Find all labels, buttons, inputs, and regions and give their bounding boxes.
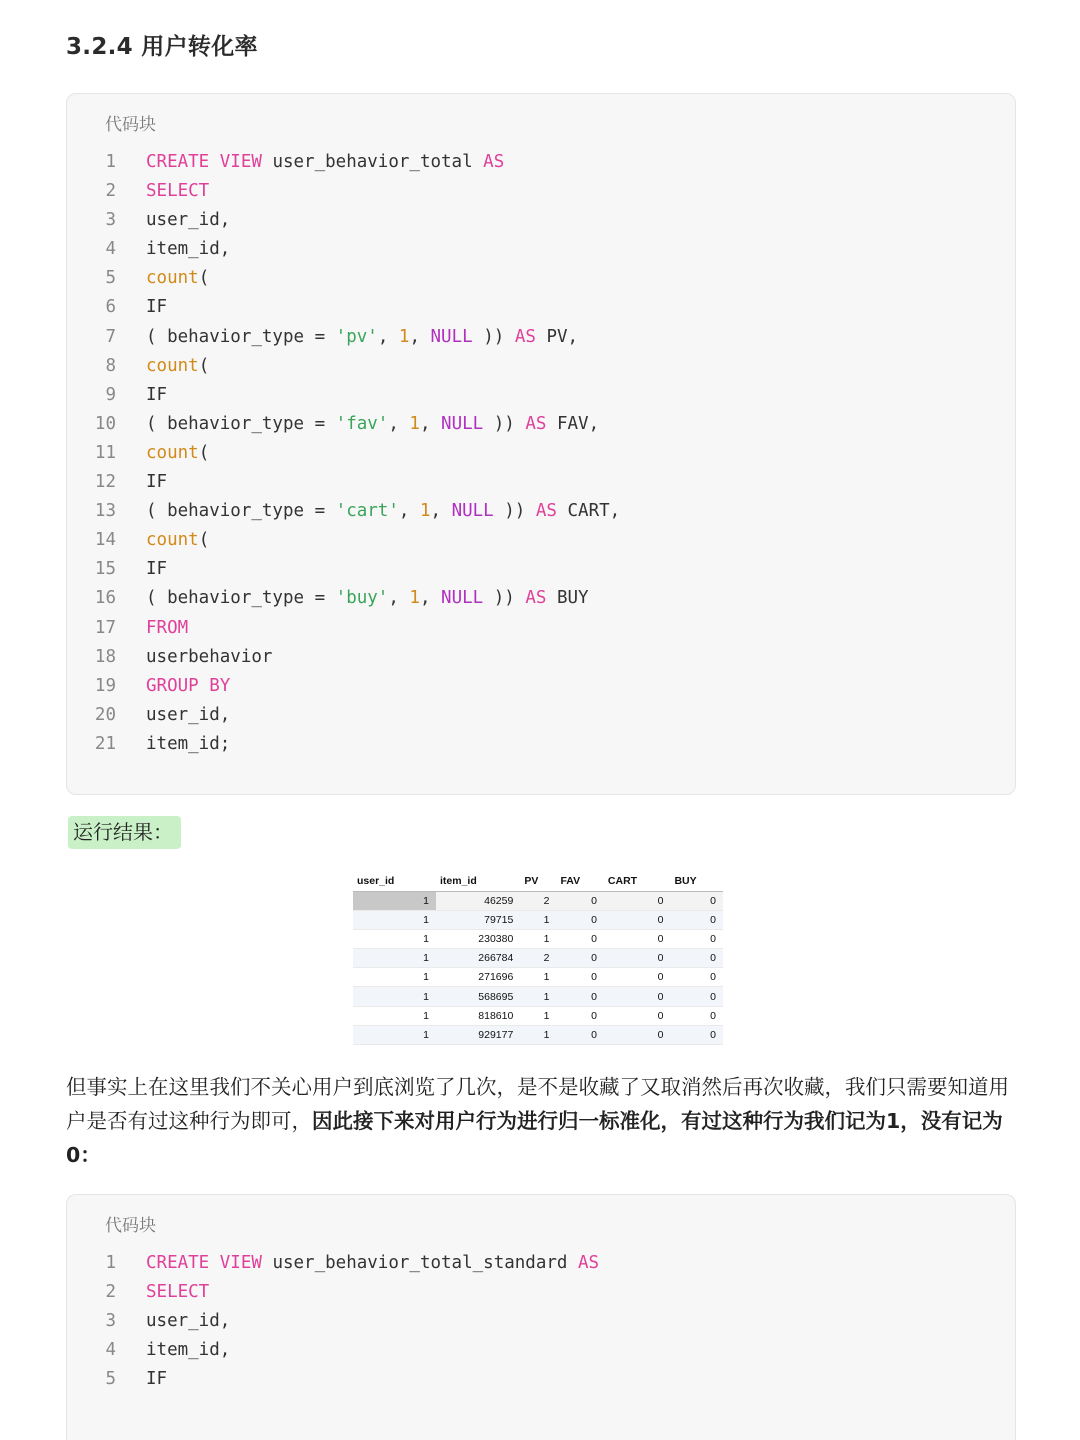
code-line bbox=[67, 643, 1015, 672]
code-token: user_behavior_total bbox=[261, 152, 484, 172]
code-text bbox=[146, 643, 272, 672]
table-cell: 0 bbox=[670, 987, 723, 1006]
line-number: 21 bbox=[94, 733, 116, 754]
column-header: user_id bbox=[353, 871, 436, 891]
line-number: 2 bbox=[105, 181, 116, 202]
code-line bbox=[67, 177, 1015, 206]
line-number: 6 bbox=[105, 297, 116, 318]
code-line bbox=[67, 701, 1015, 730]
code-line bbox=[67, 235, 1015, 264]
code-text bbox=[146, 526, 209, 555]
code-text bbox=[146, 701, 230, 730]
line-number: 18 bbox=[94, 646, 116, 667]
code-token: 'cart' bbox=[335, 501, 399, 522]
code-line bbox=[67, 206, 1015, 235]
code-token: 'fav' bbox=[335, 413, 389, 434]
code-block bbox=[66, 93, 1016, 795]
line-number: 7 bbox=[105, 326, 116, 347]
code-token: , bbox=[388, 413, 410, 434]
code-token: ( behavior_type = bbox=[146, 588, 336, 609]
table-row bbox=[353, 929, 723, 948]
code-line bbox=[67, 264, 1015, 293]
code-line bbox=[67, 497, 1015, 526]
code-line bbox=[67, 148, 1015, 177]
line-number: 1 bbox=[105, 1253, 116, 1273]
code-line bbox=[67, 1336, 1015, 1365]
code-line bbox=[67, 381, 1015, 410]
code-text bbox=[146, 206, 230, 235]
code-token: ( bbox=[198, 530, 210, 551]
code-line bbox=[67, 468, 1015, 497]
code-line bbox=[67, 1365, 1015, 1394]
code-line bbox=[67, 439, 1015, 468]
code-token: 'pv' bbox=[335, 326, 378, 347]
table-row bbox=[353, 968, 723, 987]
line-number: 3 bbox=[105, 210, 116, 231]
line-number: 4 bbox=[105, 1340, 116, 1361]
table-cell: 0 bbox=[556, 929, 603, 948]
code-token: , bbox=[419, 588, 442, 609]
table-row bbox=[353, 987, 723, 1006]
code-token: GROUP BY bbox=[146, 675, 231, 696]
code-token: PV, bbox=[535, 326, 579, 347]
code-text bbox=[146, 1365, 167, 1394]
table-cell: 0 bbox=[670, 968, 723, 987]
code-token: user_id, bbox=[146, 210, 231, 231]
table-cell: 0 bbox=[604, 987, 671, 1006]
code-token: IF bbox=[146, 1369, 168, 1390]
code-block-label: 代码块 bbox=[105, 1216, 156, 1236]
code-text bbox=[146, 381, 167, 410]
line-number: 9 bbox=[105, 384, 116, 405]
code-token: ( behavior_type = bbox=[146, 326, 336, 347]
code-token: SELECT bbox=[146, 181, 210, 202]
line-number: 12 bbox=[94, 472, 116, 493]
column-header: PV bbox=[520, 871, 556, 891]
code-token: IF bbox=[146, 384, 168, 405]
result-label: 运行结果： bbox=[68, 816, 181, 849]
code-block bbox=[66, 1194, 1016, 1440]
line-number: 1 bbox=[105, 152, 116, 172]
code-token: 1 bbox=[398, 326, 410, 347]
code-token: count bbox=[146, 530, 199, 551]
table-cell: 0 bbox=[670, 1025, 723, 1044]
table-cell: 1 bbox=[520, 1006, 556, 1025]
line-number: 15 bbox=[94, 559, 116, 580]
table-cell: 0 bbox=[604, 891, 671, 910]
code-text bbox=[146, 293, 167, 322]
table-cell: 0 bbox=[556, 891, 603, 910]
table-cell: 1 bbox=[353, 929, 436, 948]
table-header-row bbox=[353, 871, 723, 891]
code-text bbox=[146, 410, 599, 439]
code-line bbox=[67, 293, 1015, 322]
code-lines bbox=[67, 1249, 1015, 1394]
table-cell: 1 bbox=[353, 910, 436, 929]
code-token: , bbox=[398, 501, 420, 522]
table-cell: 818610 bbox=[436, 1006, 520, 1025]
table-cell: 1 bbox=[353, 1006, 436, 1025]
column-header: FAV bbox=[556, 871, 603, 891]
code-token: BUY bbox=[546, 588, 589, 609]
code-token: ( bbox=[198, 268, 210, 289]
code-token: item_id, bbox=[146, 239, 231, 260]
line-number: 5 bbox=[105, 1369, 116, 1390]
table-cell: 0 bbox=[604, 968, 671, 987]
code-token: , bbox=[419, 413, 442, 434]
table-cell: 2 bbox=[520, 949, 556, 968]
explanation-paragraph bbox=[66, 1070, 1026, 1172]
table-cell: 0 bbox=[604, 1006, 671, 1025]
code-token: count bbox=[146, 268, 199, 289]
code-token: 1 bbox=[409, 413, 420, 434]
table-cell: 79715 bbox=[436, 910, 520, 929]
table-cell: 0 bbox=[670, 949, 723, 968]
line-number: 8 bbox=[105, 355, 116, 376]
table-cell: 46259 bbox=[436, 891, 520, 910]
code-text bbox=[146, 584, 589, 613]
code-token: 1 bbox=[419, 501, 431, 522]
code-lines bbox=[67, 148, 1015, 759]
code-text bbox=[146, 672, 230, 701]
code-text bbox=[146, 555, 167, 584]
table-row bbox=[353, 1006, 723, 1025]
code-token: user_id, bbox=[146, 704, 231, 725]
code-token: user_behavior_total_standard bbox=[261, 1253, 578, 1273]
table-cell: 0 bbox=[670, 929, 723, 948]
code-token: AS bbox=[525, 588, 547, 609]
line-number: 20 bbox=[94, 704, 116, 725]
column-header: item_id bbox=[436, 871, 520, 891]
code-text bbox=[146, 264, 209, 293]
table-cell: 568695 bbox=[436, 987, 520, 1006]
table-cell: 0 bbox=[556, 1025, 603, 1044]
table-cell: 0 bbox=[556, 968, 603, 987]
code-token: CART, bbox=[556, 501, 621, 522]
paragraph-normal-text: 但事实上在这里我们不关心用户到底浏览了几次，是不是收藏了又取消然后再次收藏，我们只需要知道用户是否有过这种行为即可， bbox=[66, 1075, 1009, 1133]
table-cell: 0 bbox=[670, 910, 723, 929]
table-cell: 0 bbox=[556, 910, 603, 929]
code-token: AS bbox=[577, 1253, 600, 1273]
table-cell: 0 bbox=[604, 910, 671, 929]
code-token: )) bbox=[472, 326, 515, 347]
code-line bbox=[67, 1307, 1015, 1336]
code-token: )) bbox=[493, 501, 536, 522]
code-token: NULL bbox=[430, 326, 473, 347]
code-token: )) bbox=[483, 588, 526, 609]
line-number: 14 bbox=[94, 530, 116, 551]
code-text bbox=[146, 1278, 209, 1307]
code-line bbox=[67, 672, 1015, 701]
code-text bbox=[146, 235, 230, 264]
table-row bbox=[353, 1025, 723, 1044]
code-text bbox=[146, 439, 209, 468]
code-token: 'buy' bbox=[335, 588, 389, 609]
code-token: FAV, bbox=[546, 413, 600, 434]
code-text bbox=[146, 177, 209, 206]
table-row bbox=[353, 891, 723, 910]
section-heading: 3.2.4 用户转化率 bbox=[66, 34, 258, 60]
code-token: , bbox=[377, 326, 399, 347]
line-number: 4 bbox=[105, 239, 116, 260]
code-line bbox=[67, 410, 1015, 439]
code-token: 1 bbox=[409, 588, 420, 609]
code-token: CREATE VIEW bbox=[146, 1253, 262, 1273]
code-token: user_id, bbox=[146, 1311, 231, 1332]
table-cell: 1 bbox=[353, 949, 436, 968]
code-line bbox=[67, 1278, 1015, 1307]
line-number: 2 bbox=[105, 1282, 116, 1303]
code-token: AS bbox=[525, 413, 547, 434]
code-block-label: 代码块 bbox=[105, 115, 156, 135]
line-number: 13 bbox=[94, 501, 116, 522]
code-text bbox=[146, 1249, 599, 1278]
code-token: NULL bbox=[441, 413, 484, 434]
code-token: IF bbox=[146, 297, 168, 318]
line-number: 3 bbox=[105, 1311, 116, 1332]
table-cell: 1 bbox=[520, 968, 556, 987]
table-cell: 2 bbox=[520, 891, 556, 910]
table-cell: 1 bbox=[520, 987, 556, 1006]
table-cell: 1 bbox=[520, 910, 556, 929]
code-text bbox=[146, 323, 578, 352]
code-token: item_id; bbox=[146, 733, 231, 754]
code-line bbox=[67, 730, 1015, 759]
code-token: IF bbox=[146, 559, 168, 580]
table-cell: 230380 bbox=[436, 929, 520, 948]
code-token: item_id, bbox=[146, 1340, 231, 1361]
code-text bbox=[146, 1307, 230, 1336]
code-line bbox=[67, 526, 1015, 555]
code-line bbox=[67, 555, 1015, 584]
table-row bbox=[353, 910, 723, 929]
code-token: , bbox=[409, 326, 431, 347]
table-cell: 0 bbox=[670, 891, 723, 910]
table-cell: 1 bbox=[353, 1025, 436, 1044]
line-number: 11 bbox=[94, 442, 116, 463]
paragraph-bold-text: 因此接下来对用户行为进行归一标准化，有过这种行为我们记为1，没有记为0： bbox=[66, 1109, 1003, 1167]
code-token: )) bbox=[483, 413, 526, 434]
code-token: AS bbox=[483, 152, 505, 172]
code-text bbox=[146, 468, 167, 497]
code-token: , bbox=[430, 501, 452, 522]
code-text bbox=[146, 148, 504, 177]
line-number: 17 bbox=[94, 617, 116, 638]
code-line bbox=[67, 1249, 1015, 1278]
line-number: 10 bbox=[94, 413, 116, 434]
code-token: , bbox=[388, 588, 410, 609]
table-cell: 271696 bbox=[436, 968, 520, 987]
table-cell: 1 bbox=[353, 891, 436, 910]
code-line bbox=[67, 323, 1015, 352]
code-token: ( behavior_type = bbox=[146, 501, 336, 522]
line-number: 19 bbox=[94, 675, 116, 696]
table-cell: 0 bbox=[670, 1006, 723, 1025]
code-token: ( behavior_type = bbox=[146, 413, 336, 434]
code-token: ( bbox=[198, 355, 210, 376]
code-token: FROM bbox=[146, 617, 189, 638]
code-text bbox=[146, 730, 230, 759]
table-cell: 0 bbox=[604, 949, 671, 968]
table-cell: 266784 bbox=[436, 949, 520, 968]
code-line bbox=[67, 614, 1015, 643]
column-header: CART bbox=[604, 871, 671, 891]
result-table bbox=[353, 871, 723, 1045]
code-token: SELECT bbox=[146, 1282, 210, 1303]
code-text bbox=[146, 1336, 230, 1365]
table-cell: 0 bbox=[604, 1025, 671, 1044]
column-header: BUY bbox=[670, 871, 723, 891]
code-text bbox=[146, 614, 188, 643]
table-cell: 0 bbox=[604, 929, 671, 948]
table-cell: 1 bbox=[353, 987, 436, 1006]
table-cell: 929177 bbox=[436, 1025, 520, 1044]
code-token: CREATE VIEW bbox=[146, 152, 262, 172]
code-token: NULL bbox=[451, 501, 494, 522]
table-cell: 0 bbox=[556, 949, 603, 968]
code-token: AS bbox=[535, 501, 557, 522]
table-cell: 0 bbox=[556, 1006, 603, 1025]
code-token: IF bbox=[146, 472, 168, 493]
code-line bbox=[67, 352, 1015, 381]
table-row bbox=[353, 949, 723, 968]
code-text bbox=[146, 352, 209, 381]
code-token: AS bbox=[514, 326, 536, 347]
code-token: count bbox=[146, 355, 199, 376]
table-cell: 1 bbox=[353, 968, 436, 987]
line-number: 5 bbox=[105, 268, 116, 289]
table-cell: 1 bbox=[520, 929, 556, 948]
code-text bbox=[146, 497, 620, 526]
code-token: NULL bbox=[441, 588, 484, 609]
table-cell: 1 bbox=[520, 1025, 556, 1044]
code-token: userbehavior bbox=[146, 646, 273, 667]
table-cell: 0 bbox=[556, 987, 603, 1006]
code-token: count bbox=[146, 442, 199, 463]
code-token: ( bbox=[198, 442, 210, 463]
line-number: 16 bbox=[94, 588, 116, 609]
code-line bbox=[67, 584, 1015, 613]
